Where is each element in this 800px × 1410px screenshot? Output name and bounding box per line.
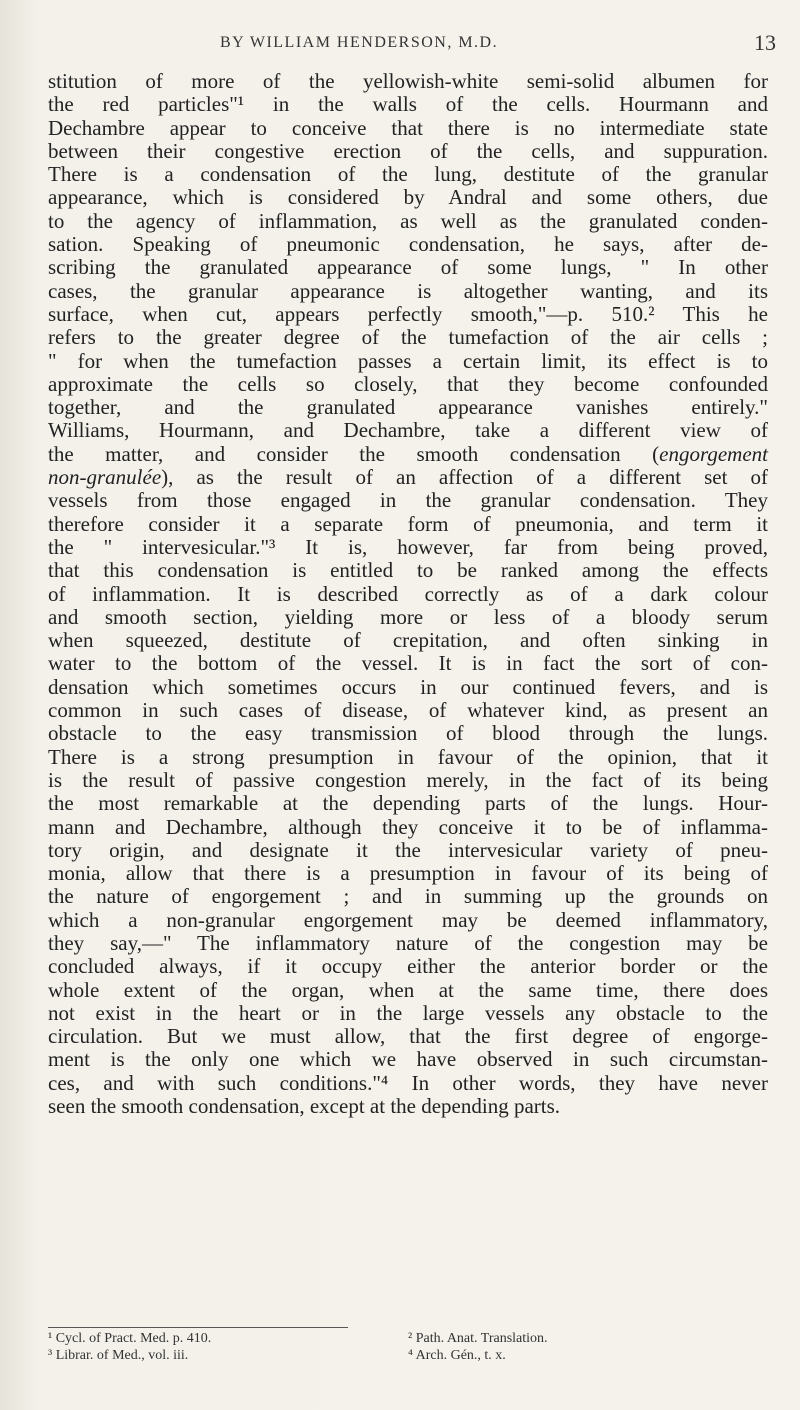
text-line: scribing the granulated appearance of some lungs, " In other bbox=[48, 255, 768, 280]
page-number: 13 bbox=[754, 30, 776, 55]
text-line: ces, and with such conditions."⁴ In other words, they have never bbox=[48, 1070, 768, 1095]
text-line: water to the bottom of the vessel. It is in fact the sort of con- bbox=[48, 651, 768, 676]
text-line: whole extent of the organ, when at the same time, there does bbox=[48, 977, 768, 1002]
text-line: which a non-granular engorgement may be deemed inflammatory, bbox=[48, 907, 768, 932]
text-line: together, and the granulated appearance vanishes entirely." bbox=[48, 395, 768, 420]
page-header bbox=[40, 30, 780, 60]
text-line: obstacle to the easy transmission of blood through the lungs. bbox=[48, 721, 768, 746]
text-line: is the result of passive congestion merely, in the fact of its being bbox=[48, 767, 768, 792]
text-line: the " intervesicular."³ It is, however, far from being proved, bbox=[48, 534, 768, 559]
footnotes bbox=[48, 1330, 768, 1364]
text-line: concluded always, if it occupy either the anterior border or the bbox=[48, 954, 768, 979]
text-line: that this condensation is entitled to be ranked among the effects bbox=[48, 558, 768, 583]
text-line: stitution of more of the yellowish-white semi-solid albumen for bbox=[48, 69, 768, 93]
text-line: There is a strong presumption in favour of the opinion, that it bbox=[48, 744, 768, 769]
text-line: the matter, and consider the smooth condensation (engorgement bbox=[48, 441, 768, 466]
text-line: Williams, Hourmann, and Dechambre, take a different view of bbox=[48, 418, 768, 443]
text-line: surface, when cut, appears perfectly smooth,"—p. 510.² This he bbox=[48, 301, 768, 326]
text-line: vessels from those engaged in the granular condensation. They bbox=[48, 488, 768, 513]
text-line: the red particles"¹ in the walls of the cells. Hourmann and bbox=[48, 92, 768, 117]
text-line: non-granulée), as the result of an affection of a different set of bbox=[48, 465, 768, 490]
text-line: and smooth section, yielding more or less of a bloody serum bbox=[48, 604, 768, 629]
text-line: densation which sometimes occurs in our continued fevers, and is bbox=[48, 674, 768, 699]
text-line: cases, the granular appearance is altogether wanting, and its bbox=[48, 278, 768, 303]
text-line: between their congestive erection of the cells, and suppuration. bbox=[48, 138, 768, 163]
text-line: ment is the only one which we have observed in such circumstan- bbox=[48, 1047, 768, 1072]
text-line: common in such cases of disease, of whatever kind, as present an bbox=[48, 698, 768, 723]
footnote-3: ³ Librar. of Med., vol. iii. bbox=[48, 1348, 189, 1363]
text-line: of inflammation. It is described correctly as of a dark colour bbox=[48, 581, 768, 606]
text-line: " for when the tumefaction passes a certain limit, its effect is to bbox=[48, 348, 768, 373]
text-line: the most remarkable at the depending parts of the lungs. Hour- bbox=[48, 791, 768, 816]
text-line: tory origin, and designate it the intervesicular variety of pneu- bbox=[48, 837, 768, 862]
text-line: not exist in the heart or in the large vessels any obstacle to the bbox=[48, 1000, 768, 1025]
footnote-divider bbox=[48, 1327, 348, 1328]
text-line: seen the smooth condensation, except at the depending parts. bbox=[48, 1094, 561, 1119]
text-line: they say,—" The inflammatory nature of the congestion may be bbox=[48, 930, 768, 955]
text-line: approximate the cells so closely, that they become confounded bbox=[48, 371, 768, 396]
text-line: therefore consider it a separate form of pneumonia, and term it bbox=[48, 511, 768, 536]
text-line: refers to the greater degree of the tumefaction of the air cells ; bbox=[48, 325, 768, 350]
text-line: sation. Speaking of pneumonic condensation, he says, after de- bbox=[48, 232, 768, 257]
text-line: mann and Dechambre, although they conceive it to be of inflamma- bbox=[48, 814, 768, 839]
text-line: appearance, which is considered by Andral and some others, due bbox=[48, 185, 768, 210]
text-line: the nature of engorgement ; and in summing up the grounds on bbox=[48, 884, 768, 909]
text-line: There is a condensation of the lung, destitute of the granular bbox=[48, 162, 768, 187]
footnote-2: ² Path. Anat. Translation. bbox=[408, 1331, 548, 1346]
text-line: monia, allow that there is a presumption in favour of its being of bbox=[48, 861, 768, 886]
text-line: circulation. But we must allow, that the first degree of engorge- bbox=[48, 1024, 768, 1049]
text-line: to the agency of inflammation, as well as the granulated conden- bbox=[48, 208, 768, 233]
text-line: Dechambre appear to conceive that there is no intermediate state bbox=[48, 115, 768, 140]
footnote-1: ¹ Cycl. of Pract. Med. p. 410. bbox=[48, 1331, 212, 1346]
running-head: BY WILLIAM HENDERSON, M.D. bbox=[220, 34, 499, 51]
text-line: when squeezed, destitute of crepitation, and often sinking in bbox=[48, 628, 768, 653]
body-text bbox=[48, 70, 768, 1118]
footnote-4: ⁴ Arch. Gén., t. x. bbox=[408, 1348, 506, 1363]
